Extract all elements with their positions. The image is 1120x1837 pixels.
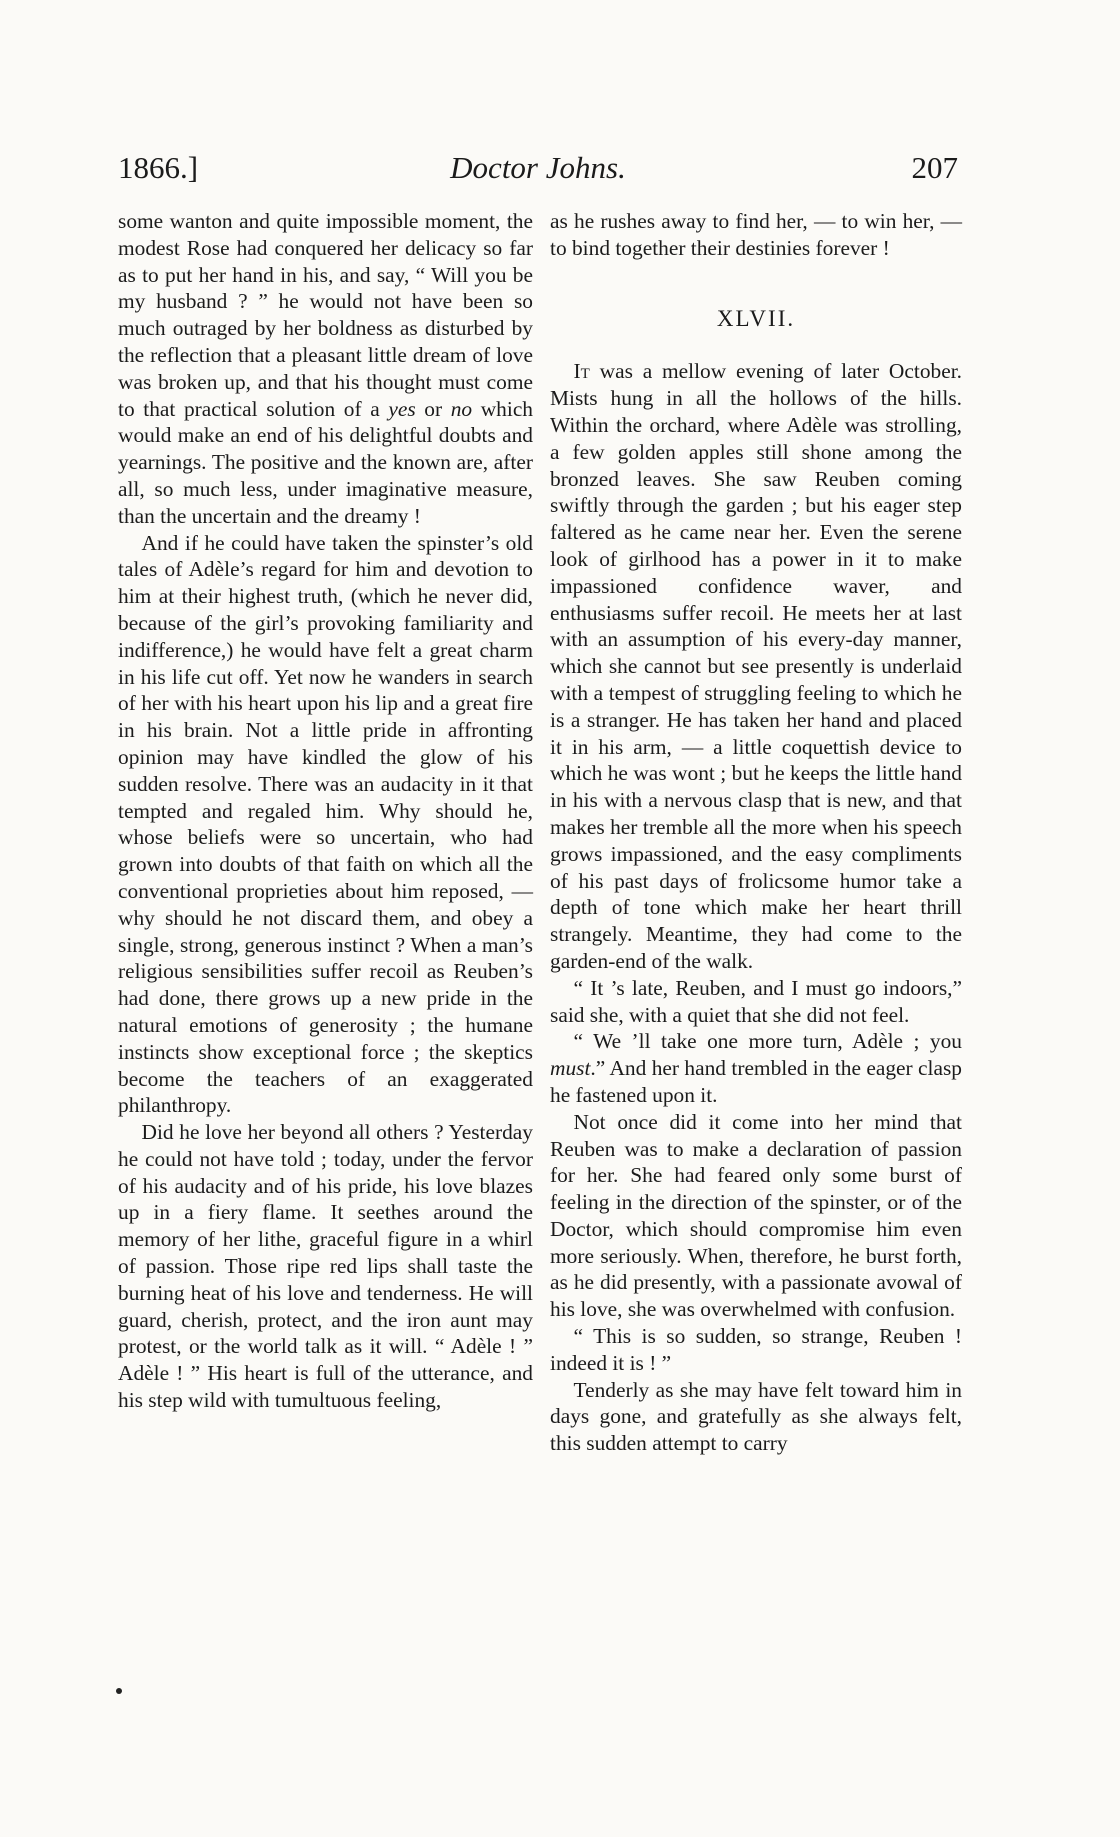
dialogue-paragraph: “ This is so sudden, so strange, Reuben ! indeed it is ! ”	[550, 1324, 962, 1375]
text-run: which would make an end of his delightful doubts and yearnings. The positive and the known are, after all, so much less, under imaginative measure, than the uncertain and the dreamy !	[118, 396, 534, 528]
left-paragraph-2: And if he could have taken the spinster’s old tales of Adèle’s regard for him and devotion to him at their highest truth, (which he never did, because of the girl’s provoking familiarity and indifference,) he would have felt a great charm in his life cut off. Yet now he wanders in search of her with his heart upon his lip and a great fire in his brain. Not a little pride in affronting opinion may have kindled the glow of his sudden resolve. There was an audacity in it that tempted and regaled him. Why should he, whose beliefs were so uncertain, who had grown into doubts of that faith on which all the conventional proprieties about him reposed, — why should he not discard them, and obey a single, strong, generous instinct ? When a man’s religious sensibilities suffer recoil as Reuben’s had done, there grows up a new pride in the natural emotions of generosity ; the humane instincts show exceptional force ; the skeptics become the teachers of an exaggerated philanthropy.	[118, 530, 533, 1118]
italic-must: must	[550, 1056, 591, 1081]
chapter-heading: XLVII.	[716, 305, 796, 331]
left-paragraph-3: Did he love her beyond all others ? Yesterday he could not have told ; today, under the fervor of his audacity and of his pride, his love blazes up in a fiery flame. It seethes around the memory of her lithe, graceful figure in a whirl of passion. Those ripe red lips shall taste the burning heat of his love and tenderness. He will guard, cherish, protect, and the iron aunt may protest, or the world talk as it will. “ Adèle ! ” Adèle ! ” His heart is full of the utterance, and his step wild with tumultuous feeling,	[118, 1120, 533, 1413]
chapter-lead-word: It	[573, 359, 590, 384]
right-paragraph: Tenderly as she may have felt toward him in days gone, and gratefully as she always felt, this sudden attempt to carry	[550, 1377, 962, 1456]
italic-yes: yes	[388, 396, 416, 421]
dialogue-paragraph: “ It ’s late, Reuben, and I must go indoors,” said she, with a quiet that she did not feel.	[550, 975, 962, 1027]
page-number: 207	[911, 150, 958, 185]
text-run: was a mellow evening of later October. Mists hung in all the hollows of the hills. Within the orchard, where Adèle was strolling, a few golden apples still shone among the bronzed leaves. She saw Reuben coming swiftly through the garden ; but his eager step faltered as he came near her. Even the serene look of girlhood has a power in it to make impassioned confidence waver, and enthusiasms suffer recoil. He meets her at last with an assumption of his every-day manner, which she cannot but see presently is underlaid with a tempest of struggling feeling to which he is a stranger. He has taken her hand and placed it in his arm, — a little coquettish device to which he was wont ; but he keeps the little hand in his with a nervous clasp that is new, and that makes her tremble all the more when his speech grows impassioned, and the easy compliments of his past days of frolicsome humor take a depth of tone which make her heart thrill strangely. Meantime, they had come to the garden-end of the walk.	[550, 359, 962, 973]
dialogue-paragraph	[550, 1028, 962, 1108]
right-continuation: as he rushes away to find her, — to win her, — to bind together their destinies forever !	[550, 209, 962, 260]
chapter-first-paragraph	[550, 358, 962, 974]
right-paragraph: Not once did it come into her mind that Reuben was to make a declaration of passion for her. She had feared only some burst of feeling in the direction of the spinster, or of the Doctor, which should compromise him even more seriously. When, therefore, he burst forth, as he did presently, with a passionate avowal of his love, she was overwhelmed with confusion.	[550, 1109, 962, 1322]
running-head	[118, 150, 958, 200]
text-run: “ We ’ll take one more turn, Adèle ; you	[573, 1029, 962, 1054]
text-run: .” And her hand trembled in the eager clasp he fastened upon it.	[550, 1056, 962, 1107]
italic-no: no	[450, 396, 473, 421]
header-year: 1866.]	[118, 150, 199, 185]
left-paragraph-1	[118, 208, 533, 530]
printer-mark	[116, 1688, 122, 1694]
header-title: Doctor Johns.	[450, 150, 626, 185]
text-run: some wanton and quite impossible moment, the modest Rose had conquered her delicacy so far as to put her hand in his, and say, “ Will you be my husband ? ” he would not have been so much outraged by her boldness as disturbed by the reflection that a pleasant little dream of love was broken up, and that his thought must come to that practical solution of a	[118, 209, 533, 421]
right-column	[550, 208, 962, 1457]
left-column	[118, 208, 533, 1414]
text-run: or	[415, 396, 451, 421]
